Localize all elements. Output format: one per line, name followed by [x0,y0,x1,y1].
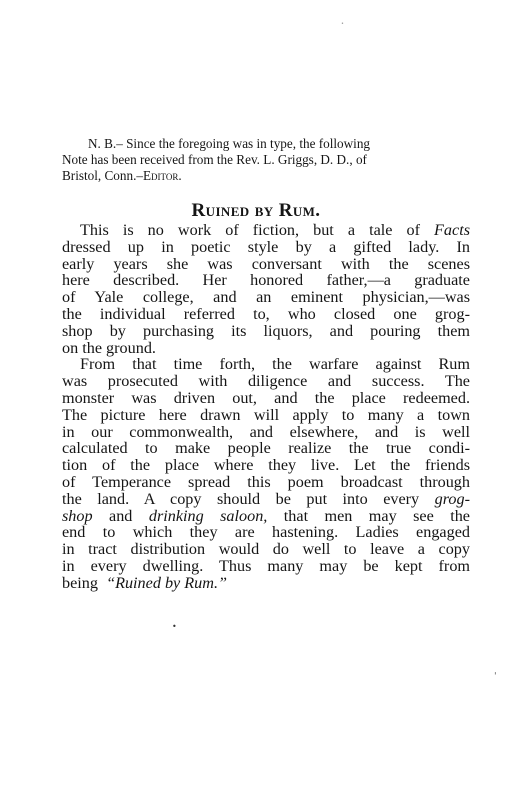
text-line: shop by purchasing its liquors, and pouring them [62,321,470,340]
text-line: calculated to make people realize the true condi- [62,439,470,458]
ink-dot: • [172,622,177,631]
text-line: in our commonwealth, and elsewhere, and is well [62,422,470,441]
text-line: of Temperance spread this poem broadcast through [62,472,470,491]
text-line [62,508,470,525]
text-line: monster was driven out, and the place redeemed. [62,388,470,407]
text-span: being [62,573,98,592]
italic-text: drinking saloon, [148,506,268,525]
italic-text: “Ruined by Rum.” [106,573,228,592]
text-line: here described. Her honored father,—a graduate [62,271,470,290]
text-line: in every dwelling. Thus many may be kept from [62,556,470,575]
text-line: end to which they are hastening. Ladies engaged [62,523,470,542]
text-line: tion of the place where they live. Let the friends [62,456,470,475]
text-line: of Yale college, and an eminent physician,—was [62,288,470,307]
note-line: N. B.– Since the foregoing was in type, the following [88,136,371,151]
text-line: the individual referred to, who closed one grog- [62,304,470,323]
note-line-text: Bristol, Conn.– [62,168,143,183]
text-line [62,222,470,239]
note-line [62,168,472,184]
text-line: on the ground. [62,338,156,357]
editor-label: Editor. [142,168,182,183]
text-span: that men may see the [267,506,470,525]
text-line: early years she was conversant with the scenes [62,254,470,273]
body-text [62,222,470,592]
text-span: and [92,506,149,525]
text-line: in tract distribution would do well to leave a copy [62,540,470,559]
text-line [62,575,470,592]
text-line: dressed up in poetic style by a gifted lady. In [62,237,470,256]
italic-text: shop [62,506,93,525]
editor-note [62,136,472,184]
italic-text: grog- [434,489,471,508]
text-line: The picture here drawn will apply to many a town [62,405,470,424]
text-span: This is no work of fiction, but a tale of [80,221,420,239]
text-line [62,491,470,508]
page-title: Ruined by Rum. [191,200,321,221]
text-span: the land. A copy should be put into every [62,489,420,508]
text-line: From that time forth, the warfare against Rum [80,355,470,374]
italic-text: Facts [434,221,471,239]
note-line: Note has been received from the Rev. L. Griggs, D. D., of [62,152,367,167]
text-line: was prosecuted with diligence and success. The [62,372,470,391]
ink-speck: • [341,21,344,27]
ink-tick: ˈ [494,672,497,682]
